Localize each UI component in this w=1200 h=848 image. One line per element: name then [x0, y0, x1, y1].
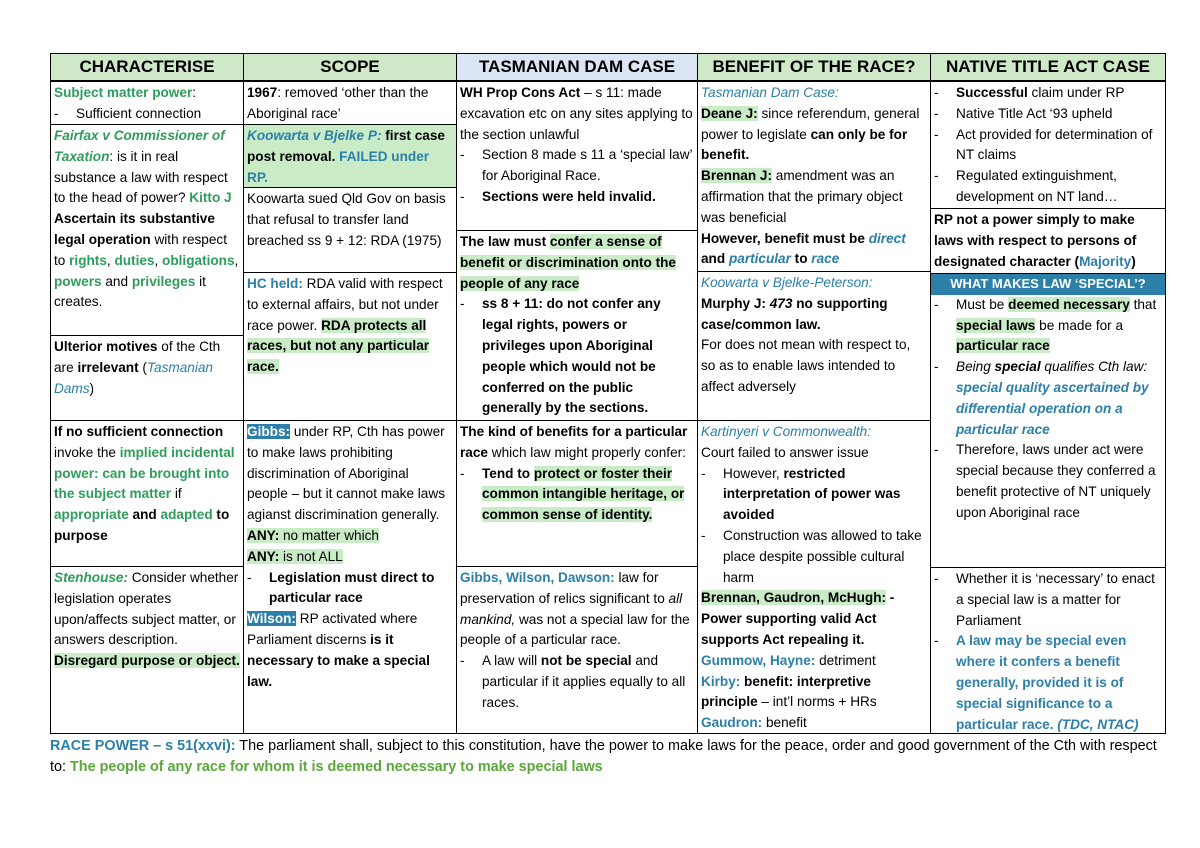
race-power-footer: RACE POWER – s 51(xxvi): The parliament shall, subject to this constitution, have the power to make laws for the peace, order and good government of the Cth with respect to: The people of any race for whom it is deemed necessary to make special laws: [50, 738, 1157, 775]
cell-stenhouse: Stenhouse: Consider whether legislation operates upon/affects subject matter, or answers description. Disregard purpose or object.: [50, 566, 244, 734]
cell-necessary-special-law: - Whether it is ‘necessary’ to enact a special law is a matter for Parliament - A law may be special even where it confers a benefit generally, provided it is of special significance to a particular race. (TDC, NTAC): [930, 567, 1166, 734]
cell-rp-not-power: RP not a power simply to make laws with respect to persons of designated character (Majority): [930, 208, 1166, 274]
cell-ulterior-motives: Ulterior motives of the Cth are irrelevant (Tasmanian Dams): [50, 335, 244, 421]
header-native-title-act: NATIVE TITLE ACT CASE: [930, 53, 1166, 81]
cell-koowarta-sued: Koowarta sued Qld Gov on basis that refusal to transfer land breached ss 9 + 12: RDA (1975): [243, 187, 457, 273]
header-benefit-of-race: BENEFIT OF THE RACE?: [697, 53, 931, 81]
cell-hc-held: HC held: RDA valid with respect to external affairs, but not under race power. RDA protects all races, but not any particular race.: [243, 272, 457, 421]
header-scope: SCOPE: [243, 53, 457, 81]
cell-tasmanian-dam-benefit: Tasmanian Dam Case: Deane J: since referendum, general power to legislate can only be for benefit. Brennan J: amendment was an affirmation that the primary object was beneficial However, benefit must be direct and particular to race: [697, 81, 931, 272]
cell-implied-incidental: If no sufficient connection invoke the implied incidental power: can be brought into the subject matter if appropriate and adapted to purpose: [50, 420, 244, 567]
cell-kind-of-benefits: The kind of benefits for a particular race which law might properly confer: - Tend to protect or foster their common intangible heritage, or common sense of identity.: [456, 420, 698, 567]
header-tasmanian-dam-case: TASMANIAN DAM CASE: [456, 53, 698, 81]
cell-1967: 1967: removed ‘other than the Aboriginal race’: [243, 81, 457, 125]
cell-what-makes-law-special: WHAT MAKES LAW ‘SPECIAL’? - Must be deemed necessary that special laws be made for a particular race - Being special qualifies Cth law: special quality ascertained by differential operation on a particular race - Therefore, laws under act were special because they conferred a benefit protective of NT uniquely upon Aboriginal race: [930, 273, 1166, 568]
cell-subject-matter-power: Subject matter power: - Sufficient connection: [50, 81, 244, 125]
header-characterise: CHARACTERISE: [50, 53, 244, 81]
cell-wh-prop-cons-act: WH Prop Cons Act – s 11: made excavation etc on any sites applying to the section unlawful - Section 8 made s 11 a ‘special law’ for Aboriginal Race. - Sections were held invalid.: [456, 81, 698, 231]
cell-koowarta: Koowarta v Bjelke P: first case post removal. FAILED under RP.: [243, 124, 457, 188]
cell-kartinyeri: Kartinyeri v Commonwealth: Court failed to answer issue - However, restricted interpretation of power was avoided - Construction was allowed to take place despite possible cultural harm Brennan, Gaudron, McHugh: - Power supporting valid Act supports Act repealing it. Gummow, Hayne: detriment Kirby: benefit: interpretive principle – int’l norms + HRs Gaudron: benefit: [697, 420, 931, 734]
cell-confer-benefit: The law must confer a sense of benefit or discrimination onto the people of any race - ss 8 + 11: do not confer any legal rights, powers or privileges upon Aboriginal people which would not be conferred on the public generally by the sections.: [456, 230, 698, 421]
cell-successful-claim: - Successful claim under RP - Native Title Act ‘93 upheld - Act provided for determination of NT claims - Regulated extinguishment, development on NT land…: [930, 81, 1166, 209]
cell-gibbs-wilson-dawson: Gibbs, Wilson, Dawson: law for preservation of relics significant to all mankind, was not a special law for the people of a particular race. - A law will not be special and particular if it applies equally to all races.: [456, 566, 698, 734]
cell-koowarta-murphy: Koowarta v Bjelke-Peterson: Murphy J: 473 no supporting case/common law. For does not mean with respect to, so as to enable laws intended to affect adversely: [697, 271, 931, 421]
cell-gibbs: Gibbs: under RP, Cth has power to make laws prohibiting discrimination of Aboriginal people – but it cannot make laws agianst discrimination generally. ANY: no matter which ANY: is not ALL - Legislation must direct to particular race Wilson: RP activated where Parliament discerns is it necessary to make a special law.: [243, 420, 457, 734]
cell-fairfax: Fairfax v Commissioner of Taxation: is it in real substance a law with respect to the head of power? Kitto J Ascertain its substantive legal operation with respect to rights, duties, obligations, powers and privileges it creates.: [50, 124, 244, 336]
what-makes-law-special-banner: WHAT MAKES LAW ‘SPECIAL’?: [931, 274, 1165, 295]
